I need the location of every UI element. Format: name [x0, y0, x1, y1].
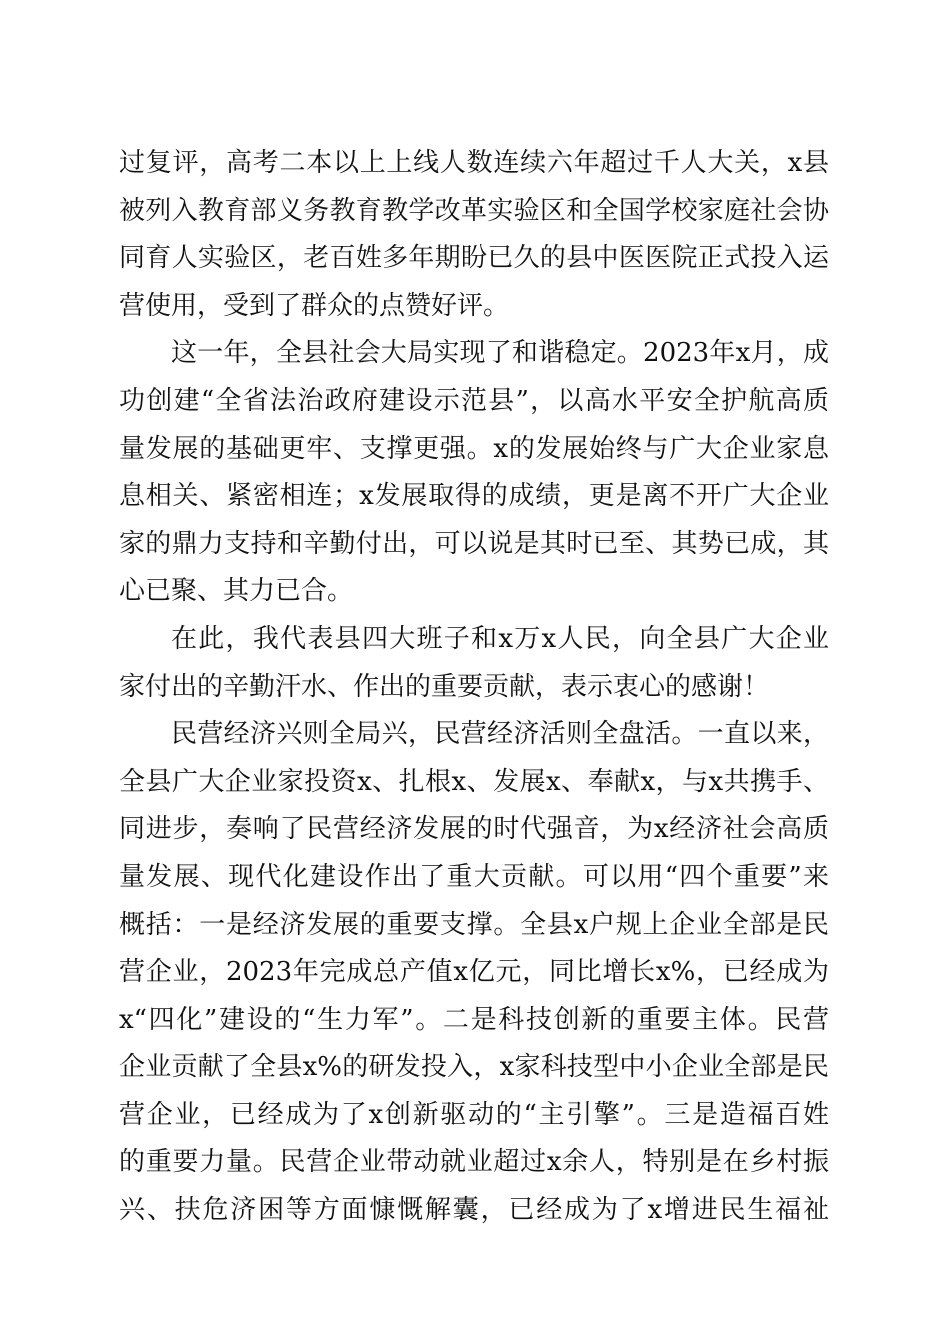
text-line: 心已聚、其力已合。: [119, 576, 354, 607]
text-line: 概括：一是经济发展的重要支撑。全县x户规上企业全部是民: [119, 909, 829, 940]
text-line: x“四化”建设的“生力军”。二是科技创新的重要主体。民营: [119, 1004, 829, 1035]
body-text: [119, 140, 829, 1235]
text-line: 家的鼎力支持和辛勤付出，可以说是其时已至、其势已成，其: [119, 528, 829, 559]
text-line: 量发展、现代化建设作出了重大贡献。可以用“四个重要”来: [119, 861, 829, 892]
paragraph-start-line: 民营经济兴则全局兴，民营经济活则全盘活。一直以来，: [171, 719, 829, 750]
text-line: 息相关、紧密相连；x发展取得的成绩，更是离不开广大企业: [119, 481, 829, 512]
paragraph-start-line: 在此，我代表县四大班子和x万x人民，向全县广大企业: [171, 623, 829, 654]
text-line: 过复评，高考二本以上上线人数连续六年超过千人大关，x县: [119, 148, 829, 178]
text-line: 功创建“全省法治政府建设示范县”，以高水平安全护航高质: [119, 385, 829, 416]
text-line: 的重要力量。民营企业带动就业超过x余人，特别是在乡村振: [119, 1147, 829, 1178]
text-line: 兴、扶危济困等方面慷慨解囊，已经成为了x增进民生福祉: [119, 1195, 829, 1226]
text-line: 同进步，奏响了民营经济发展的时代强音，为x经济社会高质: [119, 814, 829, 845]
text-line: 营使用，受到了群众的点赞好评。: [119, 290, 510, 321]
text-line: 企业贡献了全县x%的研发投入，x家科技型中小企业全部是民: [119, 1052, 829, 1083]
text-line: 被列入教育部义务教育教学改革实验区和全国学校家庭社会协: [119, 195, 829, 226]
text-line: 同育人实验区，老百姓多年期盼已久的县中医医院正式投入运: [119, 243, 829, 274]
text-line: 家付出的辛勤汗水、作出的重要贡献，表示衷心的感谢！: [119, 671, 770, 702]
text-line: 营企业，2023年完成总产值x亿元，同比增长x%，已经成为: [119, 957, 829, 988]
text-line: 营企业，已经成为了x创新驱动的“主引擎”。三是造福百姓: [119, 1099, 829, 1130]
text-line: 全县广大企业家投资x、扎根x、发展x、奉献x，与x共携手、: [119, 766, 829, 797]
paragraph-start-line: 这一年，全县社会大局实现了和谐稳定。2023年x月，成: [171, 338, 829, 369]
text-line: 量发展的基础更牢、支撑更强。x的发展始终与广大企业家息: [119, 433, 829, 464]
